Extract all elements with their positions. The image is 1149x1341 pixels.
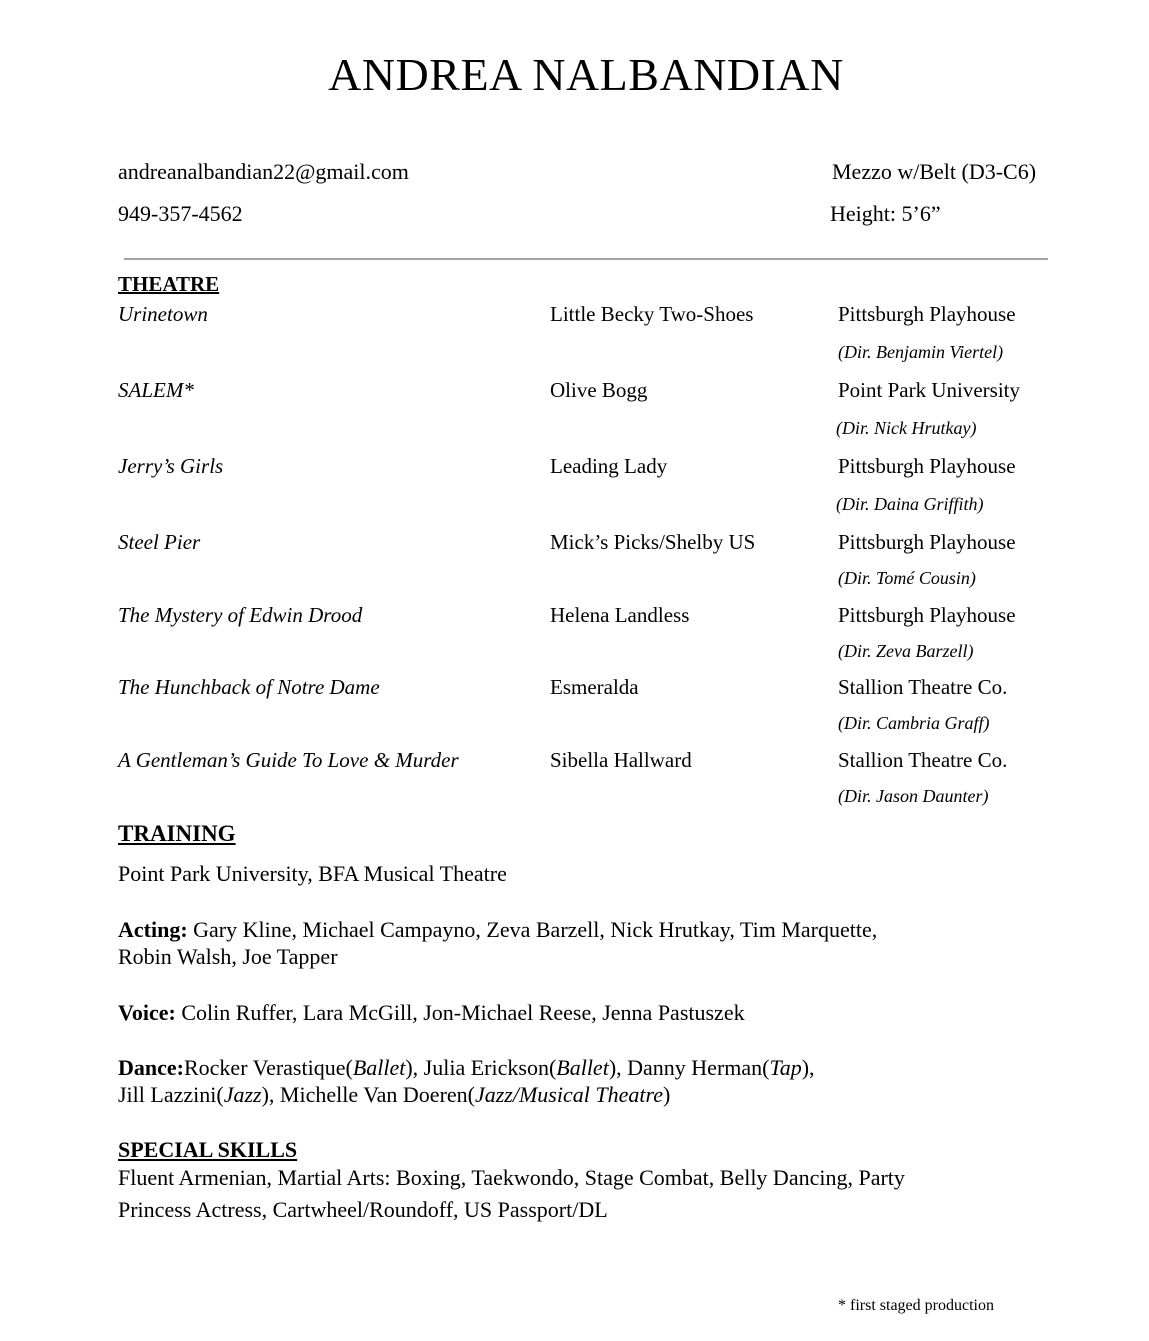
credit-show: Jerry’s Girls bbox=[118, 454, 224, 478]
acting-teachers: Gary Kline, Michael Campayno, Zeva Barzell, Nick Hrutkay, Tim Marquette, bbox=[187, 917, 878, 942]
dance-text: ), Danny Herman( bbox=[608, 1055, 770, 1080]
credit-role: Sibella Hallward bbox=[550, 748, 692, 772]
credit-venue: Pittsburgh Playhouse bbox=[838, 530, 1016, 554]
credit-role: Little Becky Two-Shoes bbox=[550, 302, 754, 326]
credit-director: (Dir. Tomé Cousin) bbox=[838, 568, 976, 588]
credit-role: Mick’s Picks/Shelby US bbox=[550, 530, 756, 554]
acting-line bbox=[118, 917, 877, 943]
credit-director: (Dir. Daina Griffith) bbox=[836, 494, 984, 514]
dance-text: ) bbox=[662, 1082, 671, 1107]
credit-show: Steel Pier bbox=[118, 530, 201, 554]
theatre-heading: THEATRE bbox=[118, 272, 220, 296]
dance-style: Jazz/Musical Theatre bbox=[474, 1082, 663, 1107]
credit-show: Urinetown bbox=[118, 302, 208, 326]
dance-text: ), bbox=[801, 1055, 815, 1080]
dance-label: Dance: bbox=[118, 1055, 184, 1080]
footnote: * first staged production bbox=[838, 1297, 994, 1314]
dance-text: Jill Lazzini( bbox=[118, 1082, 224, 1107]
credit-director: (Dir. Benjamin Viertel) bbox=[838, 342, 1004, 362]
credit-show: A Gentleman’s Guide To Love & Murder bbox=[118, 748, 459, 772]
dance-text: ), Julia Erickson( bbox=[405, 1055, 557, 1080]
credit-venue: Point Park University bbox=[838, 378, 1020, 402]
email: andreanalbandian22@gmail.com bbox=[118, 159, 409, 184]
credit-role: Helena Landless bbox=[550, 603, 690, 627]
voice-label: Voice: bbox=[118, 1000, 176, 1025]
credit-venue: Pittsburgh Playhouse bbox=[838, 454, 1016, 478]
dance-text: ), Michelle Van Doeren( bbox=[261, 1082, 475, 1107]
voice-line bbox=[118, 1000, 745, 1026]
voice-type: Mezzo w/Belt (D3-C6) bbox=[832, 159, 1037, 184]
skills-line: Fluent Armenian, Martial Arts: Boxing, Taekwondo, Stage Combat, Belly Dancing, Party bbox=[118, 1165, 905, 1190]
training-heading: TRAINING bbox=[118, 821, 236, 846]
credit-venue: Stallion Theatre Co. bbox=[838, 675, 1008, 699]
credit-director: (Dir. Cambria Graff) bbox=[838, 713, 990, 733]
height-value: 5’6” bbox=[896, 201, 941, 226]
credit-venue: Pittsburgh Playhouse bbox=[838, 302, 1016, 326]
special-skills-heading: SPECIAL SKILLS bbox=[118, 1137, 298, 1162]
credit-director: (Dir. Nick Hrutkay) bbox=[836, 418, 977, 438]
height bbox=[830, 201, 941, 227]
dance-line bbox=[118, 1055, 815, 1081]
credit-show: SALEM* bbox=[118, 378, 194, 402]
credit-show: The Hunchback of Notre Dame bbox=[118, 675, 380, 699]
credit-venue: Stallion Theatre Co. bbox=[838, 748, 1008, 772]
training-school: Point Park University, BFA Musical Theatre bbox=[118, 861, 507, 886]
credit-role: Esmeralda bbox=[550, 675, 639, 699]
voice-teachers: Colin Ruffer, Lara McGill, Jon-Michael Reese, Jenna Pastuszek bbox=[175, 1000, 745, 1025]
credit-director: (Dir. Zeva Barzell) bbox=[838, 641, 974, 661]
credit-role: Olive Bogg bbox=[550, 378, 648, 402]
credit-venue: Pittsburgh Playhouse bbox=[838, 603, 1016, 627]
header-divider bbox=[124, 258, 1048, 260]
dance-style: Ballet bbox=[556, 1055, 609, 1080]
phone: 949-357-4562 bbox=[118, 201, 243, 226]
acting-line-2: Robin Walsh, Joe Tapper bbox=[118, 944, 338, 969]
credit-director: (Dir. Jason Daunter) bbox=[838, 786, 989, 806]
dance-style: Jazz bbox=[223, 1082, 262, 1107]
dance-text: Rocker Verastique( bbox=[183, 1055, 353, 1080]
credit-role: Leading Lady bbox=[550, 454, 668, 478]
dance-line-2 bbox=[118, 1082, 670, 1108]
dance-style: Tap bbox=[769, 1055, 802, 1080]
dance-style: Ballet bbox=[352, 1055, 406, 1080]
credit-show: The Mystery of Edwin Drood bbox=[118, 603, 363, 627]
resume-name: ANDREA NALBANDIAN bbox=[328, 49, 844, 100]
skills-line-2: Princess Actress, Cartwheel/Roundoff, US Passport/DL bbox=[118, 1197, 608, 1222]
height-label: Height: bbox=[830, 201, 896, 226]
acting-label: Acting: bbox=[118, 917, 188, 942]
